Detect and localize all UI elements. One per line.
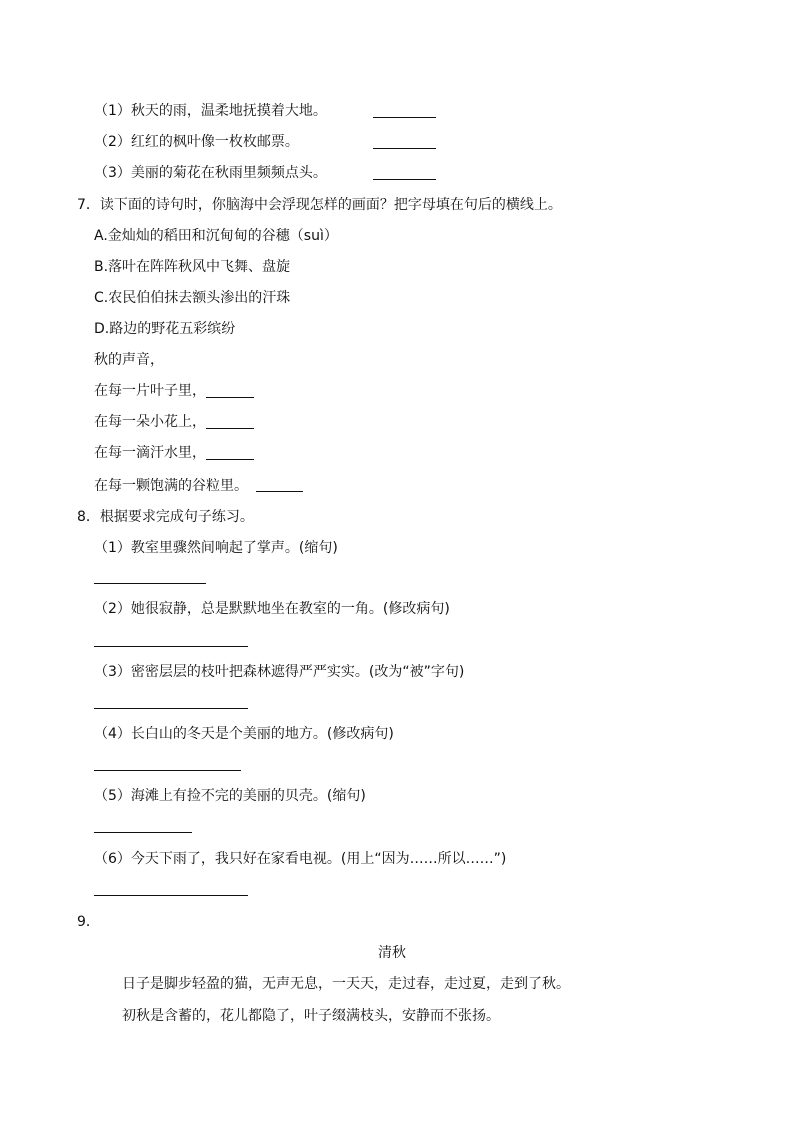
q9-paragraph-2: 初秋是含蓄的，花儿都隐了，叶子缀满枝头，安静而不张扬。 [122, 1008, 500, 1024]
q8-answer-line-6[interactable] [94, 895, 248, 896]
q8-answer-line-4[interactable] [94, 770, 241, 771]
q7-poem-line-1: 在每一片叶子里， [94, 383, 206, 399]
q7-poem-line-4: 在每一颗饱满的谷粒里。 [94, 478, 248, 494]
q6-answer-blank-1[interactable] [373, 117, 436, 118]
q7-answer-blank-2[interactable] [206, 428, 254, 429]
q7-stem: 7．读下面的诗句时，你脑海中会浮现怎样的画面？把字母填在句后的横线上。 [77, 197, 562, 213]
q7-answer-blank-4[interactable] [256, 491, 303, 492]
q6-item-1: （1）秋天的雨，温柔地抚摸着大地。 [94, 103, 327, 119]
q7-answer-blank-3[interactable] [206, 459, 254, 460]
q8-item-1: （1）教室里骤然间响起了掌声。(缩句) [94, 540, 338, 556]
q7-poem-line-3: 在每一滴汗水里， [94, 445, 206, 461]
q9-passage-title: 清秋 [378, 945, 406, 961]
q9-number: 9． [77, 914, 100, 930]
q8-item-6: （6）今天下雨了，我只好在家看电视。(用上“因为……所以……”) [94, 851, 507, 867]
q6-answer-blank-3[interactable] [373, 179, 436, 180]
q7-poem-line-2: 在每一朵小花上， [94, 414, 206, 430]
q8-item-3: （3）密密层层的枝叶把森林遮得严严实实。(改为“被”字句) [94, 664, 465, 680]
q8-item-2: （2）她很寂静，总是默默地坐在教室的一角。(修改病句) [94, 601, 450, 617]
q8-answer-line-3[interactable] [94, 708, 248, 709]
q6-item-2: （2）红红的枫叶像一枚枚邮票。 [94, 134, 299, 150]
q8-answer-line-1[interactable] [94, 583, 206, 584]
q8-answer-line-2[interactable] [94, 646, 248, 647]
q7-option-b: B.落叶在阵阵秋风中飞舞、盘旋 [94, 259, 291, 275]
q9-paragraph-1: 日子是脚步轻盈的猫，无声无息，一天天，走过春，走过夏，走到了秋。 [122, 976, 570, 992]
q7-poem-head: 秋的声音， [94, 352, 164, 368]
q8-item-4: （4）长白山的冬天是个美丽的地方。(修改病句) [94, 726, 394, 742]
q7-option-c: C.农民伯伯抹去额头渗出的汗珠 [94, 290, 291, 306]
q6-answer-blank-2[interactable] [373, 148, 436, 149]
q8-answer-line-5[interactable] [94, 832, 192, 833]
q7-option-a: A.金灿灿的稻田和沉甸甸的谷穗（suì） [94, 228, 338, 244]
q7-option-d: D.路边的野花五彩缤纷 [94, 321, 236, 337]
q8-item-5: （5）海滩上有捡不完的美丽的贝壳。(缩句) [94, 788, 366, 804]
q8-stem: 8．根据要求完成句子练习。 [77, 509, 254, 525]
q6-item-3: （3）美丽的菊花在秋雨里频频点头。 [94, 165, 327, 181]
q7-answer-blank-1[interactable] [206, 397, 254, 398]
